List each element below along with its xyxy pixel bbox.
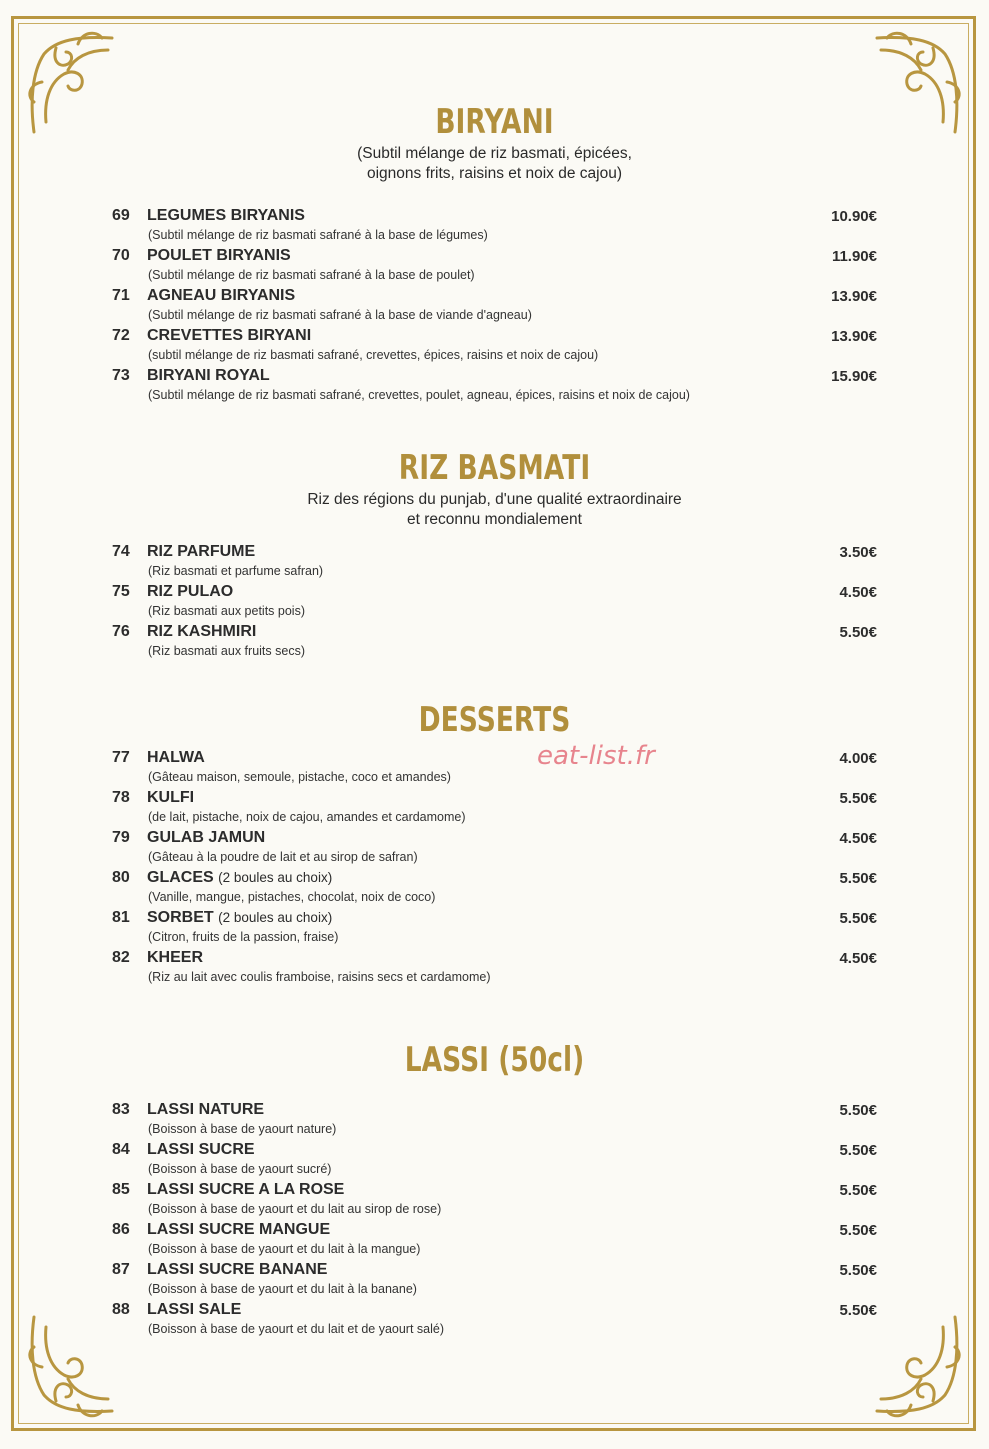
item-price: 5.50€ [839,1222,877,1239]
item-number: 80 [112,869,130,886]
item-name: LASSI SALE [147,1301,242,1318]
menu-item [0,366,989,406]
menu-item [0,828,989,868]
item-price: 5.50€ [839,1302,877,1319]
menu-list [0,748,989,988]
menu-item [0,908,989,948]
item-description: (de lait, pistache, noix de cajou, amandes et cardamome) [148,810,466,824]
item-name: AGNEAU BIRYANIS [147,287,296,304]
item-name: LEGUMES BIRYANIS [147,207,305,224]
item-price: 5.50€ [839,790,877,807]
menu-item [0,1140,989,1180]
item-name: BIRYANI ROYAL [147,367,270,384]
item-description: (subtil mélange de riz basmati safrané, crevettes, épices, raisins et noix de cajou) [148,348,599,362]
item-number: 75 [112,583,130,600]
item-description: (Subtil mélange de riz basmati safrané à la base de poulet) [148,268,475,282]
item-name: CREVETTES BIRYANI [147,327,312,344]
item-name: LASSI SUCRE A LA ROSE [147,1181,345,1198]
item-note: (2 boules au choix) [218,870,333,885]
menu-item [0,788,989,828]
item-price: 10.90€ [831,208,877,225]
item-price: 5.50€ [839,624,877,641]
item-price: 4.00€ [839,750,877,767]
menu-item [0,868,989,908]
item-description: (Subtil mélange de riz basmati safrané à la base de légumes) [148,228,488,242]
item-price: 4.50€ [839,950,877,967]
section-desserts [0,700,989,988]
menu-item [0,1300,989,1340]
item-description: (Subtil mélange de riz basmati safrané, crevettes, poulet, agneau, épices, raisins et noix de cajou) [148,388,690,402]
item-price: 11.90€ [831,248,877,265]
item-price: 4.50€ [839,830,877,847]
item-description: (Gâteau maison, semoule, pistache, coco et amandes) [148,770,451,784]
menu-item [0,1260,989,1300]
item-number: 86 [112,1221,130,1238]
section-title: LASSI (50cl) [404,1040,585,1080]
item-number: 71 [112,287,130,304]
item-number: 78 [112,789,130,806]
item-name [147,908,332,928]
item-number: 84 [112,1141,130,1158]
item-price: 5.50€ [839,910,877,927]
item-name: LASSI SUCRE [147,1141,255,1158]
section-title: DESSERTS [418,700,571,740]
item-description: (Subtil mélange de riz basmati safrané à la base de viande d'agneau) [148,308,532,322]
item-price: 5.50€ [839,1182,877,1199]
item-name: KULFI [147,789,195,806]
item-price: 13.90€ [831,328,877,345]
menu-item [0,1220,989,1260]
item-name: GULAB JAMUN [147,829,266,846]
menu-item [0,748,989,788]
section-title: BIRYANI [435,102,554,142]
item-name-text: SORBET [147,909,214,926]
item-description: (Riz basmati aux fruits secs) [148,644,305,658]
section-description: Riz des régions du punjab, d'une qualité extraordinaire et reconnu mondialement [307,491,682,528]
item-number: 88 [112,1301,130,1318]
section-biryani [0,102,989,406]
menu-item [0,622,989,662]
item-price: 5.50€ [839,1262,877,1279]
menu-item [0,582,989,622]
item-description: (Riz au lait avec coulis framboise, raisins secs et cardamome) [148,970,491,984]
item-name-text: GLACES [147,869,214,886]
menu-item [0,206,989,246]
item-price: 13.90€ [831,288,877,305]
item-number: 72 [112,327,130,344]
item-price: 3.50€ [839,544,877,561]
item-number: 87 [112,1261,130,1278]
item-number: 81 [112,909,130,926]
section-description: (Subtil mélange de riz basmati, épicées, oignons frits, raisins et noix de cajou) [357,145,632,182]
item-note: (2 boules au choix) [218,910,333,925]
item-name: LASSI NATURE [147,1101,265,1118]
item-description: (Boisson à base de yaourt et du lait au sirop de rose) [148,1202,442,1216]
menu-list [0,206,989,406]
item-number: 73 [112,367,130,384]
item-name: LASSI SUCRE BANANE [147,1261,328,1278]
menu-item [0,286,989,326]
item-number: 76 [112,623,130,640]
item-description: (Boisson à base de yaourt sucré) [148,1162,332,1176]
item-number: 69 [112,207,130,224]
item-name: KHEER [147,949,204,966]
item-number: 74 [112,543,130,560]
item-price: 4.50€ [839,584,877,601]
menu-list [0,542,989,662]
item-name [147,868,332,888]
item-description: (Boisson à base de yaourt et du lait à la mangue) [148,1242,421,1256]
item-description: (Boisson à base de yaourt nature) [148,1122,337,1136]
menu-item [0,326,989,366]
item-price: 15.90€ [831,368,877,385]
item-description: (Citron, fruits de la passion, fraise) [148,930,339,944]
item-name: RIZ KASHMIRI [147,623,257,640]
item-number: 83 [112,1101,130,1118]
item-number: 79 [112,829,130,846]
item-number: 77 [112,749,130,766]
item-name: RIZ PARFUME [147,543,256,560]
item-description: (Riz basmati et parfume safran) [148,564,324,578]
item-description: (Gâteau à la poudre de lait et au sirop de safran) [148,850,418,864]
item-description: (Vanille, mangue, pistaches, chocolat, noix de coco) [148,890,436,904]
menu-list [0,1100,989,1340]
item-description: (Riz basmati aux petits pois) [148,604,306,618]
item-name: HALWA [147,749,205,766]
section-riz-basmati [0,448,989,662]
item-name: LASSI SUCRE MANGUE [147,1221,331,1238]
item-number: 70 [112,247,130,264]
menu-item [0,1180,989,1220]
menu-item [0,1100,989,1140]
item-description: (Boisson à base de yaourt et du lait à la banane) [148,1282,417,1296]
item-name: RIZ PULAO [147,583,234,600]
item-name: POULET BIRYANIS [147,247,291,264]
menu-item [0,542,989,582]
item-price: 5.50€ [839,1102,877,1119]
item-price: 5.50€ [839,870,877,887]
watermark: eat-list.fr [537,741,655,771]
section-title: RIZ BASMATI [398,448,591,488]
menu-item [0,246,989,286]
item-description: (Boisson à base de yaourt et du lait et de yaourt salé) [148,1322,445,1336]
menu-item [0,948,989,988]
item-price: 5.50€ [839,1142,877,1159]
item-number: 85 [112,1181,130,1198]
section-lassi [0,1040,989,1340]
item-number: 82 [112,949,130,966]
